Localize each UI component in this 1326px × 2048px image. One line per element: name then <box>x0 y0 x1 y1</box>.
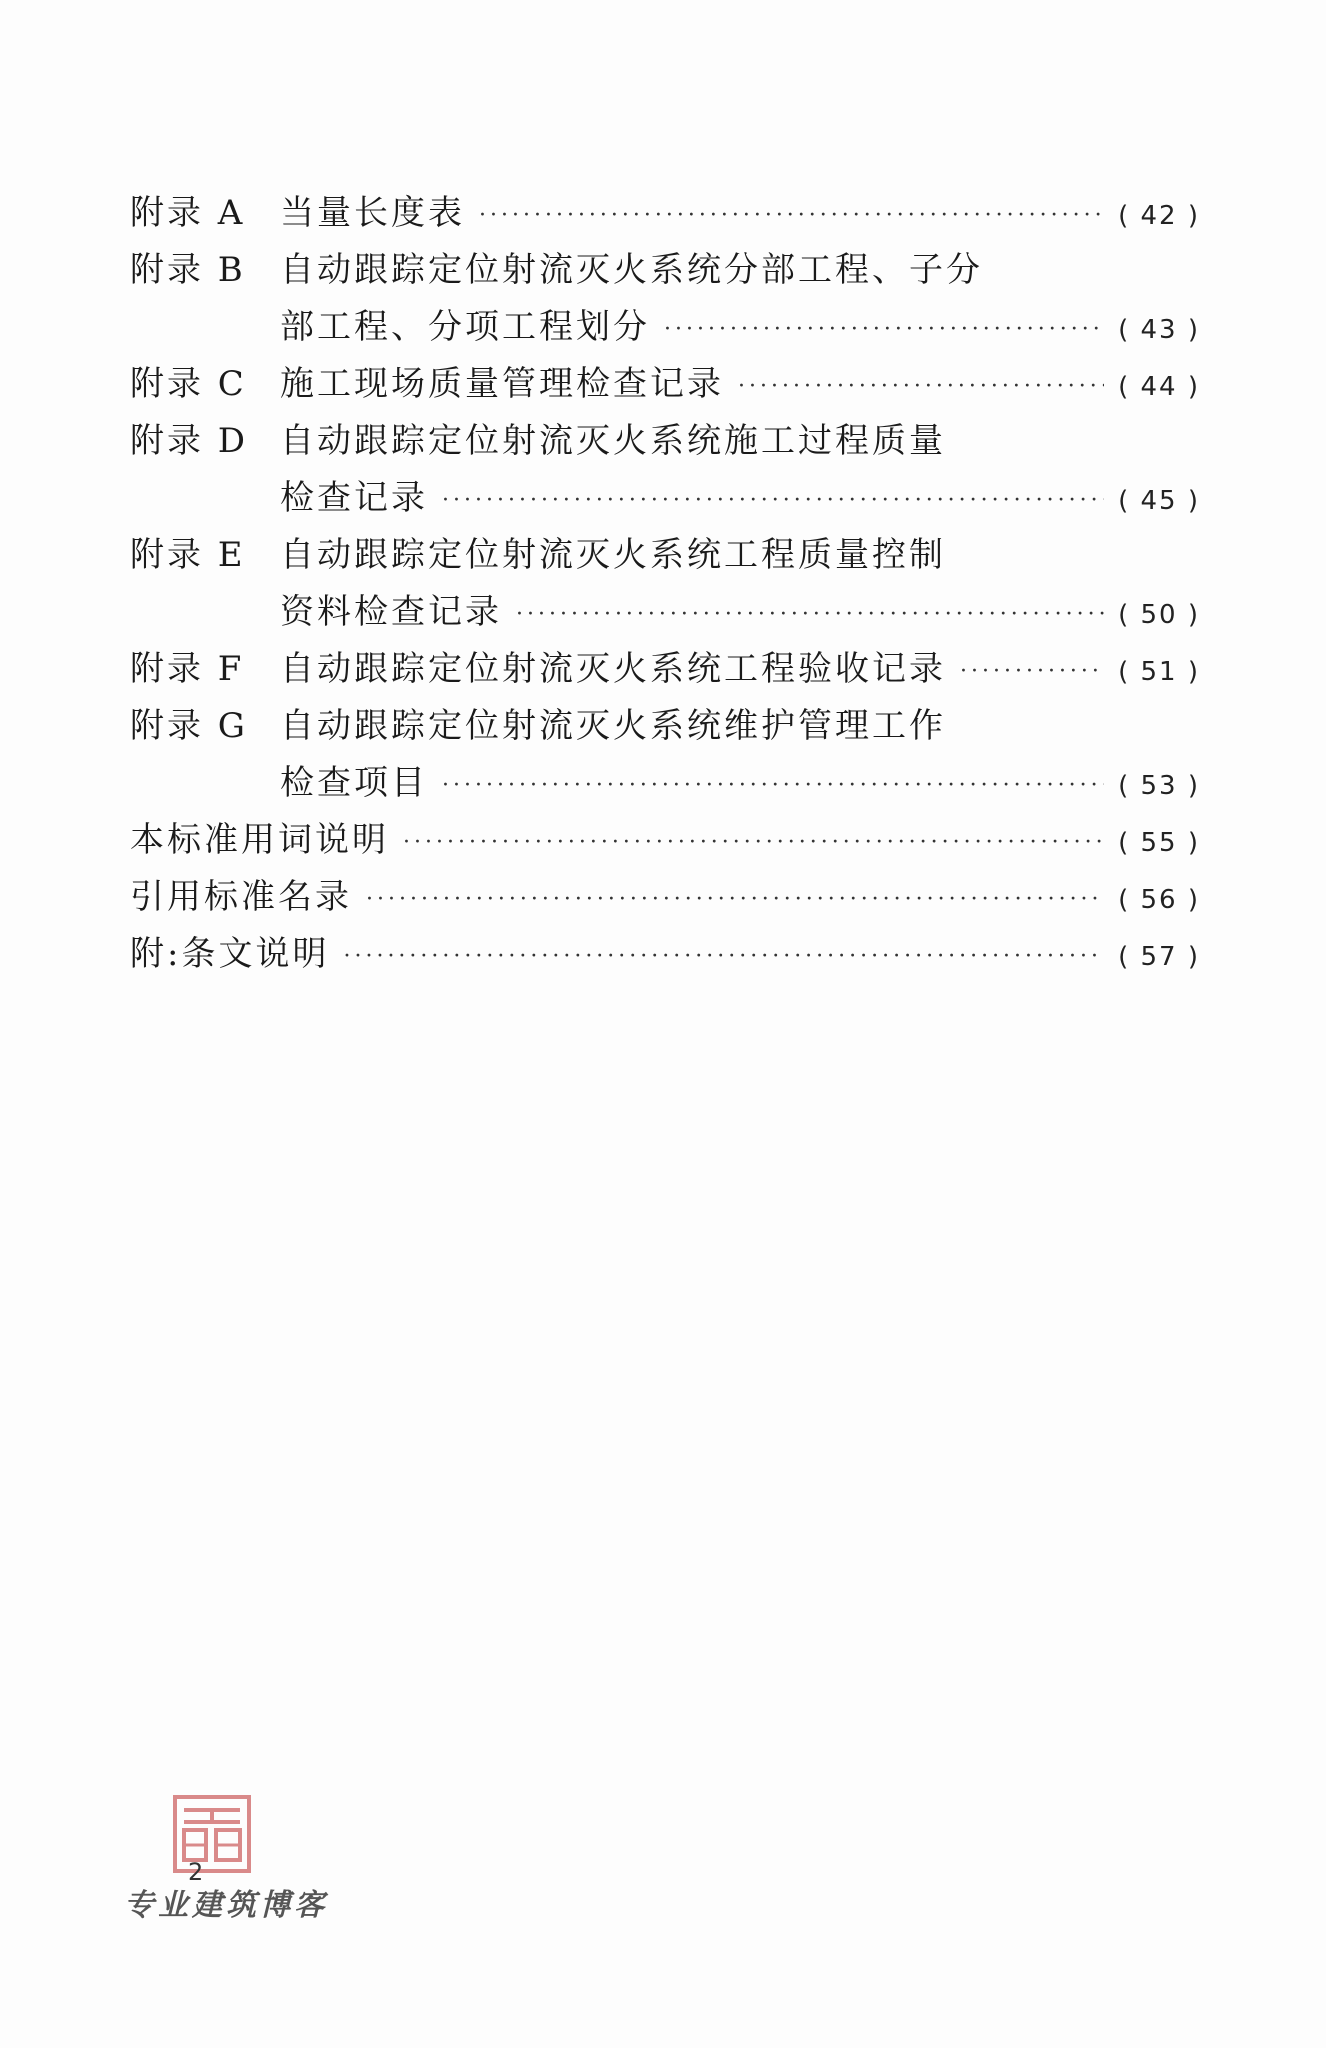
toc-entry-appendix-e[interactable] <box>130 527 1200 584</box>
toc-page-number: ( 50 ) <box>1118 600 1200 630</box>
page-number: 2 <box>188 1858 204 1886</box>
toc-entry-appendix-b[interactable] <box>130 242 1200 299</box>
dot-leader <box>442 757 1104 814</box>
toc-title: 检查项目 <box>280 763 428 803</box>
toc-entry-appendix-g-continued[interactable] <box>130 755 1200 812</box>
toc-entry-terms-explanation[interactable] <box>130 812 1200 869</box>
dot-leader <box>664 301 1104 358</box>
toc-title: 自动跟踪定位射流灭火系统工程质量控制 <box>280 535 946 575</box>
dot-leader <box>738 358 1104 415</box>
toc-entry-appendix-g[interactable] <box>130 698 1200 755</box>
toc-label: 附录 E <box>130 535 246 575</box>
toc-title: 部工程、分项工程划分 <box>280 307 650 347</box>
toc-page-number: ( 45 ) <box>1118 486 1200 516</box>
dot-leader <box>442 472 1104 529</box>
toc-title: 引用标准名录 <box>130 877 352 917</box>
watermark-text: 专业建筑博客 <box>124 1888 328 1923</box>
toc-entry-appendix-e-continued[interactable] <box>130 584 1200 641</box>
dot-leader <box>366 871 1104 928</box>
toc-page-number: ( 43 ) <box>1118 315 1200 345</box>
toc-entry-appendix-b-continued[interactable] <box>130 299 1200 356</box>
dot-leader <box>479 187 1104 244</box>
dot-leader <box>960 643 1104 700</box>
toc-label: 附录 F <box>130 649 245 689</box>
toc-title: 自动跟踪定位射流灭火系统施工过程质量 <box>280 421 946 461</box>
toc-entry-appendix-a[interactable] <box>130 185 1200 242</box>
toc-title: 资料检查记录 <box>280 592 502 632</box>
toc-title: 当量长度表 <box>280 193 465 233</box>
toc-title: 自动跟踪定位射流灭火系统分部工程、子分 <box>280 250 983 290</box>
dot-leader <box>516 586 1104 643</box>
dot-leader <box>403 814 1104 871</box>
toc-page-number: ( 56 ) <box>1118 885 1200 915</box>
seal-graphic <box>172 1794 252 1874</box>
toc-title: 施工现场质量管理检查记录 <box>280 364 724 404</box>
toc-entry-appendix-c[interactable] <box>130 356 1200 413</box>
toc-title: 附:条文说明 <box>130 934 330 974</box>
toc-page-number: ( 53 ) <box>1118 771 1200 801</box>
toc-label: 附录 A <box>130 193 246 233</box>
toc-page-number: ( 55 ) <box>1118 828 1200 858</box>
toc-label: 附录 C <box>130 364 247 404</box>
seal-stamp-icon <box>172 1794 252 1874</box>
toc-page-number: ( 44 ) <box>1118 372 1200 402</box>
toc-label: 附录 B <box>130 250 246 290</box>
toc-label: 附录 D <box>130 421 249 461</box>
toc-page-number: ( 42 ) <box>1118 201 1200 231</box>
toc-page-number: ( 57 ) <box>1118 942 1200 972</box>
toc-title: 检查记录 <box>280 478 428 518</box>
toc-title: 自动跟踪定位射流灭火系统维护管理工作 <box>280 706 946 746</box>
toc-label: 附录 G <box>130 706 248 746</box>
table-of-contents <box>130 185 1200 983</box>
toc-page-number: ( 51 ) <box>1118 657 1200 687</box>
toc-title: 自动跟踪定位射流灭火系统工程验收记录 <box>280 649 946 689</box>
toc-entry-appendix-f[interactable] <box>130 641 1200 698</box>
toc-entry-referenced-standards[interactable] <box>130 869 1200 926</box>
toc-entry-clause-explanation[interactable] <box>130 926 1200 983</box>
toc-entry-appendix-d-continued[interactable] <box>130 470 1200 527</box>
toc-entry-appendix-d[interactable] <box>130 413 1200 470</box>
toc-title: 本标准用词说明 <box>130 820 389 860</box>
dot-leader <box>343 928 1104 985</box>
